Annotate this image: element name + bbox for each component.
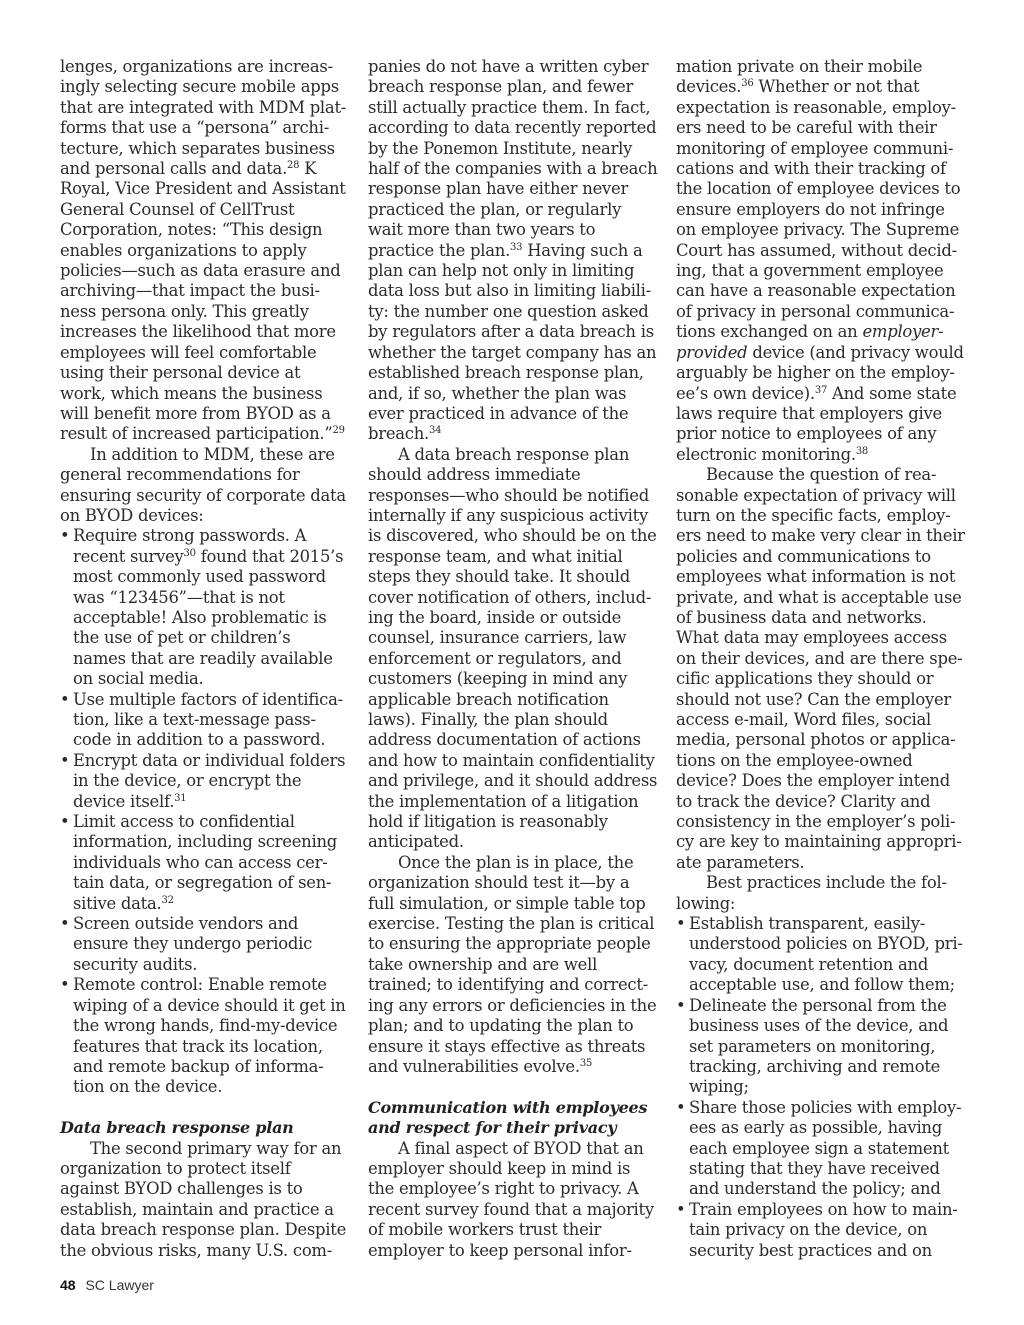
best-practices-list (676, 914, 966, 1261)
recommendations-list (60, 526, 348, 1097)
publication-name: SC Lawyer (85, 1277, 154, 1293)
list-item: • Screen outside vendors and ensure they undergo periodic security audits. (60, 914, 348, 975)
page-footer (60, 1277, 154, 1293)
footnote-ref: 38 (855, 445, 869, 457)
section-heading: Communication with employees and respect for their privacy (368, 1097, 648, 1138)
footnote-ref: 32 (161, 894, 174, 906)
list-item: • Train employees on how to maintain privacy on the device, on security best practices and on (676, 1200, 966, 1261)
footnote-ref: 28 (287, 160, 300, 172)
list-item: • Share those policies with employees as early as possible, having each employee sign a statement stating that they have received and understand the policy; and (676, 1098, 966, 1200)
paragraph: A final aspect of BYOD that an employer should keep in mind is the employee’s right to privacy. A recent survey found that a majority of mobile workers trust their employer to keep personal infor- (368, 1138, 654, 1260)
paragraph: lenges, organizations are increasingly selecting secure mobile apps that are integrated with MDM platforms that use a “persona” architecture, which separates business and personal calls and data.$^{28}$ K Royal, Vice President and Assistant General Counsel of CellTrust Corporation, notes: “This design enables organizations to apply policies—such as data erasure and archiving—that impact the business persona only. This greatly increases the likelihood that more employees will feel comfortable using their personal device at work, which means the business will benefit more from BYOD as a result of increased participation.”$^{29}$ (60, 57, 347, 444)
paragraph: panies do not have a written cyber breach response plan, and fewer still actually practice them. In fact, according to data recently reported by the Ponemon Institute, nearly half of the companies with a breach response plan have either never practiced the plan, or regularly wait more than two years to practice the plan.$^{33}$ Having such a plan can help not only in limiting data loss but also in limiting liability: the number one question asked by regulators after a data breach is whether the target company has an established breach response plan, and, if so, whether the plan was ever practiced in advance of the breach.$^{34}$ (368, 57, 658, 444)
footnote-ref: 30 (183, 547, 196, 559)
footnote-ref: 35 (579, 1057, 593, 1069)
paragraph: Because the question of reasonable expectation of privacy will turn on the specific facts, employers need to make very clear in their policies and communications to employees what information is not private, and what is acceptable use of business data and networks. What data may employees access on their devices, and are there specific applications they should or should not use? Can the employer access e-mail, Word files, social media, personal photos or applications on the employee-owned device? Does the employer intend to track the device? Clarity and consistency in the employer’s policy are key to maintaining appropriate parameters. (676, 465, 965, 872)
list-item: • Encrypt data or individual folders in the device, or encrypt the device itself.$^{31}$ (60, 751, 348, 812)
paragraph: A data breach response plan should address immediate responses—who should be notified internally if any suspicious activity is discovered, who should be on the response team, and what initial steps they should take. It should cover notification of others, including the board, inside or outside counsel, insurance carriers, law enforcement or regulators, and customers (keeping in mind any applicable breach notification laws). Finally, the plan should address documentation of actions and how to maintain confidentiality and privilege, and it should address the implementation of a litigation hold if litigation is reasonably anticipated. (368, 444, 658, 852)
column-3 (676, 57, 966, 1261)
paragraph: Once the plan is in place, the organization should test it—by a full simulation, or simple table top exercise. Testing the plan is critical to ensuring the appropriate people take ownership and are well trained; to identifying and correcting any errors or deficiencies in the plan; and to updating the plan to ensure it stays effective as threats and vulnerabilities evolve.$^{35}$ (368, 852, 657, 1076)
list-item: • Require strong passwords. A recent survey$^{30}$ found that 2015’s most commonly used password was “123456”—that is not acceptable! Also problematic is the use of pet or children’s names that are readily available on social media. (60, 526, 348, 689)
page-number: 48 (60, 1277, 76, 1293)
footnote-ref: 33 (510, 241, 523, 253)
footnote-ref: 36 (741, 78, 754, 90)
section-heading: Data breach response plan (60, 1118, 294, 1138)
list-item: • Delineate the personal from the business uses of the device, and set parameters on monitoring, tracking, archiving and remote wiping; (676, 996, 966, 1098)
list-item: • Use multiple factors of identification, like a text-message passcode in addition to a password. (60, 690, 348, 751)
footnote-ref: 31 (174, 792, 187, 804)
list-item: • Limit access to confidential information, including screening individuals who can access certain data, or segregation of sensitive data.$^{32}$ (60, 812, 348, 914)
paragraph: In addition to MDM, these are general recommendations for ensuring security of corporate data on BYOD devices: (60, 444, 346, 525)
paragraph: Best practices include the following: (676, 873, 948, 913)
column-1 (60, 57, 348, 1261)
footnote-ref: 37 (814, 384, 828, 396)
list-item: • Establish transparent, easily-understood policies on BYOD, privacy, document retention and acceptable use, and follow them; (676, 914, 966, 996)
footnote-ref: 34 (429, 425, 442, 437)
column-2 (368, 57, 658, 1261)
footnote-ref: 29 (332, 425, 345, 437)
paragraph: mation private on their mobile devices.$^{36}$ Whether or not that expectation is reasonable, employers need to be careful with their monitoring of employee communications and with their tracking of the location of employee devices to ensure employers do not infringe on employee privacy. The Supreme Court has assumed, without deciding, that a government employee can have a reasonable expectation of privacy in personal communications exchanged on an employer-provided device (and privacy would arguably be higher on the employee’s own device).$^{37}$ And some state laws require that employers give prior notice to employees of any electronic monitoring.$^{38}$ (676, 57, 964, 464)
list-item: • Remote control: Enable remote wiping of a device should it get in the wrong hands, find-my-device features that track its location, and remote backup of information on the device. (60, 975, 348, 1097)
paragraph: The second primary way for an organization to protect itself against BYOD challenges is to establish, maintain and practice a data breach response plan. Despite the obvious risks, many U.S. com- (60, 1138, 347, 1260)
